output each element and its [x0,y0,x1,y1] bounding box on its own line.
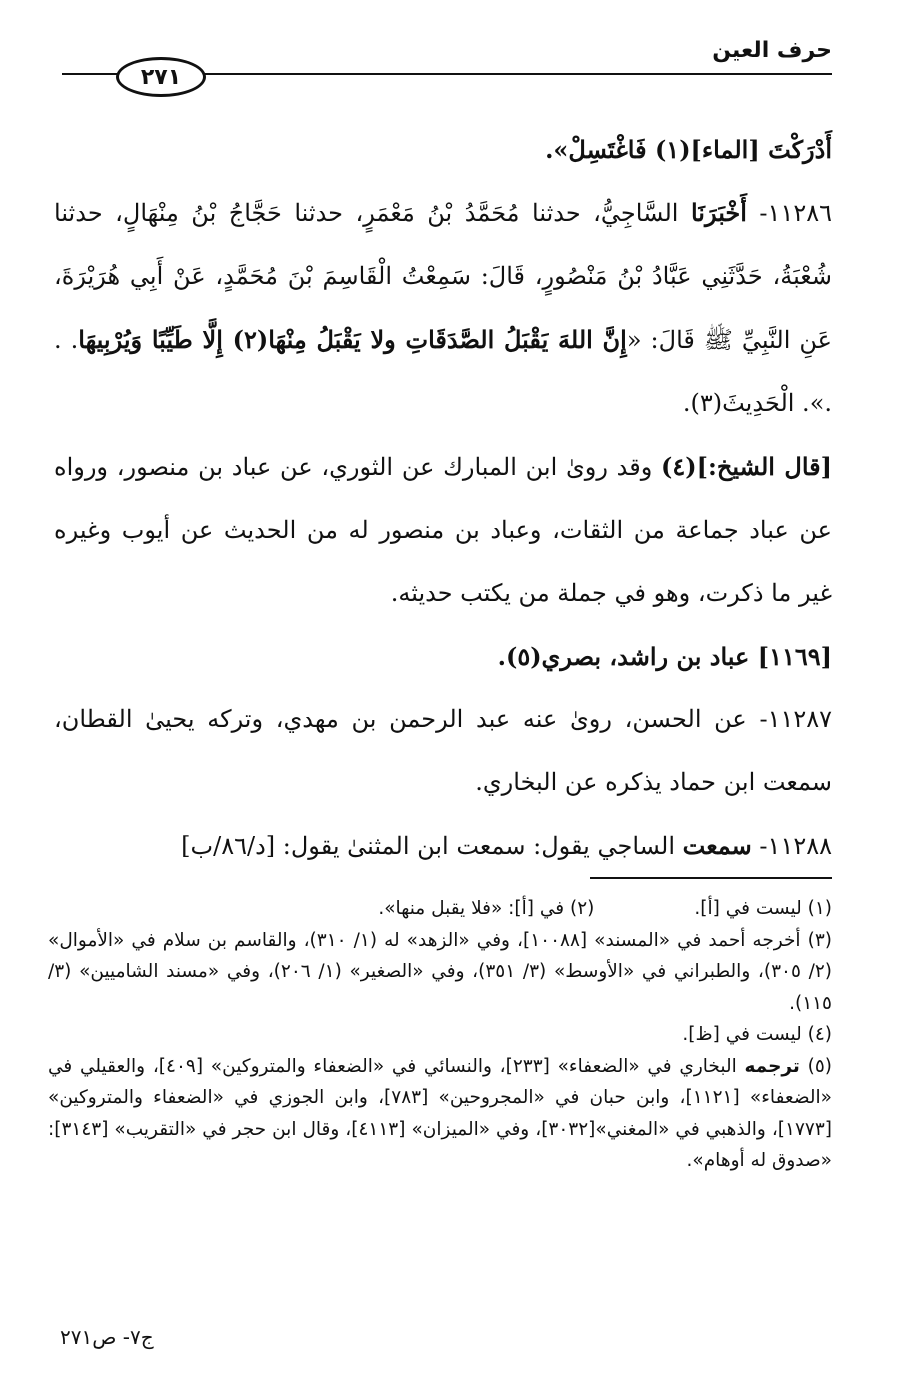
hadith-lead-word: سمعت [682,831,752,860]
hadith-11287: ١١٢٨٧- عن الحسن، روىٰ عنه عبد الرحمن بن مهدي، وتركه يحيىٰ القطان، سمعت ابن حماد يذكره عن البخاري. [54,705,833,796]
footnote-lead-word: ترجمه [744,1055,800,1077]
sheikh-label: [قال الشيخ:](٤) [661,452,832,481]
hadith-tail: . . .». الْحَدِيثَ(٣). [54,326,832,417]
hadith-number: ١١٢٨٨- [751,832,832,860]
hadith-chain: الساجي يقول: سمعت ابن المثنىٰ يقول: [د/٨٦/ب] [181,832,683,860]
entry-heading-1169: [١١٦٩] عباد بن راشد، بصري(٥). [497,642,832,671]
hadith-chain: السَّاجِيُّ، حدثنا مُحَمَّدُ بْنُ مَعْمَرٍ، حدثنا حَجَّاجُ بْنُ مِنْهَالٍ، حدثنا شُعْبَةُ، حَدَّثَنِي عَبَّادُ بْنُ مَنْصُورٍ، قَالَ: سَمِعْتُ الْقَاسِمَ بْنَ مُحَمَّدٍ، عَنْ أَبِي هُرَيْرَةَ، عَنِ النَّبِيِّ ﷺ قَالَ: « [54,199,833,354]
page-number-badge: ٢٧١ [116,57,206,97]
footnote-3: (٣) أخرجه أحمد في «المسند» [١٠٠٨٨]، وفي «الزهد» له (١/ ٣١٠)، والقاسم بن سلام في «الأموال» (٢/ ٣٠٥)، والطبراني في «الأوسط» (٣/ ٣٥١)، وفي «الصغير» (١/ ٢٠٦)، وفي «مسند الشاميين» (٣/ ١١٥). [48,929,833,1014]
footnote-rule [590,877,832,879]
hadith-11288 [54,814,832,878]
running-header-title: حرف العين [712,38,832,63]
sheikh-text: وقد روىٰ ابن المبارك عن الثوري، عن عباد بن منصور، ورواه عن عباد جماعة من الثقات، وعباد بن منصور له من الحديث عن أيوب وغيره غير ما ذكرت، وهو في جملة من يكتب حديثه. [54,453,832,607]
hadith-number: ١١٢٨٦- [746,199,832,227]
hadith-11286 [54,181,832,435]
footnote-2: (٢) في [أ]: «فلا يقبل منها». [378,898,595,919]
footnote-text: البخاري في «الضعفاء» [٢٣٣]، والنسائي في «الضعفاء والمتروكين» [٤٠٩]، والعقيلي في «الضعفاء» [١١٢١]، وابن حبان في «المجروحين» [٧٨٣]، وابن الجوزي في «الضعفاء والمتروكين» [١٧٧٣]، والذهبي في «المغني»[٣٠٣٢]، وفي «الميزان» [٤١١٣]، وقال ابن حجر في «التقريب» [٣١٤٣]: «صدوق له أوهام». [48,1055,832,1171]
paragraph-continuation: أَدْرَكْتَ [الماء](١) فَاغْتَسِلْ». [545,135,832,164]
footnote-5 [48,1051,832,1177]
footnote-number: (٥) [799,1055,832,1077]
hadith-lead-word: أَخْبَرَنَا [690,198,747,227]
main-text [54,118,832,878]
footnote-1: (١) ليست في [أ]. [694,898,832,919]
sheikh-comment [54,435,832,625]
footnotes [48,893,832,1177]
footnote-4: (٤) ليست في [ظ]. [682,1024,832,1045]
volume-page-reference: ج٧- ص٢٧١ [60,1325,154,1349]
hadith-matn: إِنَّ اللهَ يَقْبَلُ الصَّدَقَاتِ ولا يَقْبَلُ مِنْهَا(٢) إِلَّا طَيِّبًا وَيُرْبِيهَا [78,325,627,354]
footnotes-1-2 [48,893,832,925]
